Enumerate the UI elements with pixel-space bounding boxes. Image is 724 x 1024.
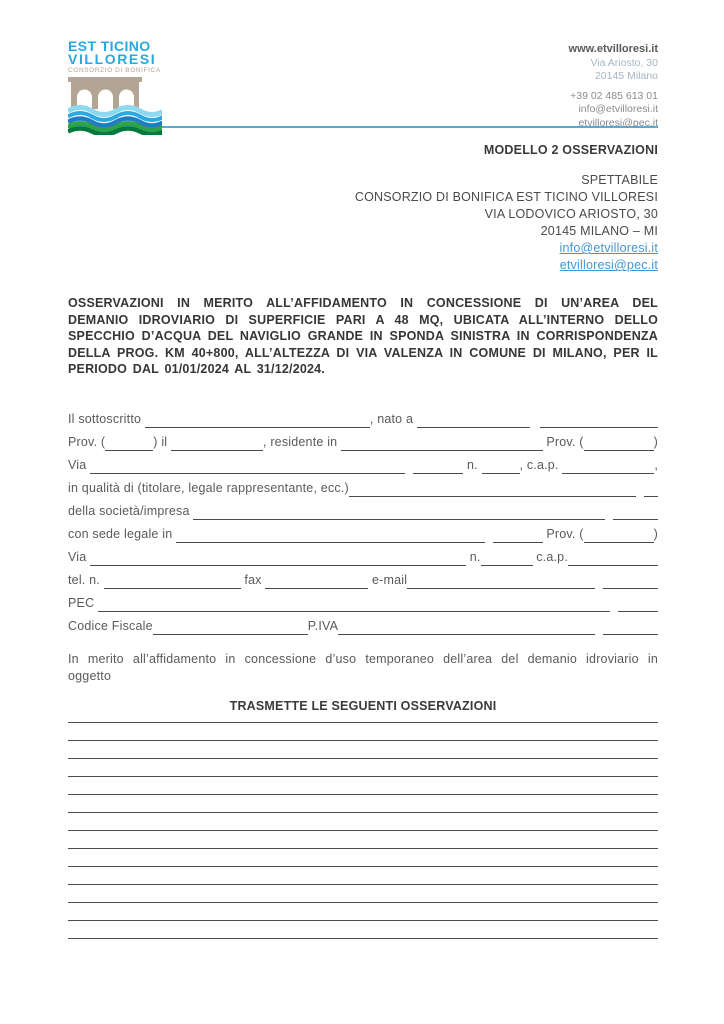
form-blank-field (603, 572, 658, 589)
form-row (68, 589, 658, 612)
form-row (68, 428, 658, 451)
recipient-line: 20145 MILANO – MI (540, 224, 658, 238)
form-blank-field (644, 480, 658, 497)
recipient-line: VIA LODOVICO ARIOSTO, 30 (484, 207, 658, 221)
form-blank-field (584, 526, 654, 543)
form-blank-field (193, 503, 605, 520)
phone-number: +39 02 485 613 01 (570, 89, 658, 102)
recipient-block (68, 172, 658, 274)
form-label: n. (466, 549, 481, 564)
form-blank-field (568, 549, 658, 566)
form-blank-field (413, 457, 463, 474)
observation-writing-line (68, 795, 658, 813)
form-label: ) il (153, 434, 171, 449)
applicant-form (68, 405, 658, 635)
recipient-line: CONSORZIO DI BONIFICA EST TICINO VILLORESI (354, 190, 658, 204)
form-gap (595, 573, 603, 589)
website-url: www.etvilloresi.it (568, 43, 658, 55)
form-row (68, 451, 658, 474)
pec-address: etvilloresi@pec.it (578, 116, 658, 129)
observation-writing-line (68, 867, 658, 885)
form-blank-field (349, 480, 636, 497)
form-blank-field (265, 572, 368, 589)
form-row (68, 543, 658, 566)
email-address: info@etvilloresi.it (578, 103, 658, 115)
form-blank-field (407, 572, 595, 589)
form-gap (636, 481, 644, 497)
aqueduct-waves-icon (68, 77, 162, 135)
observation-writing-line (68, 903, 658, 921)
form-label: Prov. ( (68, 434, 106, 449)
form-row (68, 566, 658, 589)
form-blank-field (145, 411, 370, 428)
form-label: con sede legale in (68, 526, 177, 541)
form-blank-field (584, 434, 654, 451)
form-blank-field (618, 595, 658, 612)
form-label: e-mail (368, 572, 408, 587)
form-label: c.a.p. (532, 549, 568, 564)
form-label: PEC (68, 595, 98, 610)
form-gap (485, 527, 493, 543)
observation-writing-line (68, 849, 658, 867)
observation-writing-line (68, 741, 658, 759)
recipient-email-link[interactable]: info@etvilloresi.it (559, 241, 658, 255)
form-label: Il sottoscritto (68, 411, 145, 426)
consorzio-logo (68, 40, 188, 135)
form-blank-field (90, 549, 466, 566)
logo-wordmark-line1: EST TICINO (68, 38, 151, 54)
address-line2: 20145 Milano (594, 70, 658, 82)
form-blank-field (603, 618, 658, 635)
form-label: tel. n. (68, 572, 104, 587)
form-row (68, 612, 658, 635)
form-label: Codice Fiscale (68, 618, 153, 633)
subject-paragraph: OSSERVAZIONI IN MERITO ALL’AFFIDAMENTO IN CONCESSIONE DI UN’AREA DEL DEMANIO IDROVIARIO DI SUPERFICIE PARI A 48 MQ, UBICATA ALL’INTERNO DELLO SPECCHIO D’ACQUA DEL NAVIGLIO GRANDE IN SPONDA SINISTRA IN CORRISPONDENZA DELLA PROG. KM 40+800, ALL’ALTEZZA DI VIA VALENZA IN COMUNE DI MILANO, PER IL PERIODO DAL 01/01/2024 AL 31/12/2024. (68, 296, 658, 376)
form-label: ) (653, 526, 658, 541)
model-title: MODELLO 2 OSSERVAZIONI (483, 143, 658, 157)
logo-wordmark-line2: VILLORESI (68, 51, 157, 67)
observation-writing-line (68, 831, 658, 849)
form-label: , (654, 457, 658, 472)
observation-writing-line (68, 921, 658, 939)
form-label: fax (240, 572, 266, 587)
form-label: Prov. ( (542, 434, 584, 449)
form-label: n. (463, 457, 482, 472)
form-blank-field (153, 618, 308, 635)
form-label: Prov. ( (542, 526, 584, 541)
form-label: , nato a (369, 411, 417, 426)
form-blank-field (613, 503, 658, 520)
form-label: in qualità di (titolare, legale rappresentante, ecc.) (68, 480, 349, 495)
observations-area (68, 715, 658, 939)
intro-paragraph: In merito all’affidamento in concessione d’uso temporaneo dell’area del demanio idroviario in oggetto (68, 651, 658, 683)
observation-writing-line (68, 715, 658, 723)
form-blank-field (338, 618, 595, 635)
form-blank-field (482, 457, 520, 474)
transmit-heading: TRASMETTE LE SEGUENTI OSSERVAZIONI (229, 698, 497, 713)
form-label: Via (68, 457, 91, 472)
observation-writing-line (68, 885, 658, 903)
letterhead (68, 38, 658, 129)
form-blank-field (105, 434, 153, 451)
form-blank-field (176, 526, 485, 543)
form-row (68, 520, 658, 543)
observation-writing-line (68, 723, 658, 741)
form-row (68, 405, 658, 428)
contact-block (569, 40, 658, 130)
form-gap (595, 619, 603, 635)
recipient-pec-link[interactable]: etvilloresi@pec.it (559, 258, 658, 272)
form-gap (610, 596, 618, 612)
form-blank-field (104, 572, 241, 589)
form-gap (605, 504, 613, 520)
form-label: , c.a.p. (519, 457, 563, 472)
logo-subtitle: CONSORZIO DI BONIFICA (68, 67, 161, 74)
observation-writing-line (68, 759, 658, 777)
form-blank-field (171, 434, 263, 451)
form-row (68, 474, 658, 497)
form-gap (405, 458, 413, 474)
form-blank-field (417, 411, 530, 428)
form-blank-field (493, 526, 543, 543)
form-label: della società/impresa (68, 503, 194, 518)
form-gap (530, 412, 540, 428)
form-blank-field (341, 434, 543, 451)
form-label: P.IVA (307, 618, 339, 633)
form-label: Via (68, 549, 91, 564)
form-label: , residente in (262, 434, 342, 449)
form-blank-field (481, 549, 533, 566)
recipient-line: SPETTABILE (581, 173, 658, 187)
form-row (68, 497, 658, 520)
address-line1: Via Ariosto, 30 (590, 56, 658, 69)
observation-writing-line (68, 813, 658, 831)
form-label: ) (653, 434, 658, 449)
form-blank-field (540, 411, 658, 428)
form-blank-field (98, 595, 610, 612)
form-blank-field (562, 457, 654, 474)
form-blank-field (90, 457, 405, 474)
observation-writing-line (68, 777, 658, 795)
